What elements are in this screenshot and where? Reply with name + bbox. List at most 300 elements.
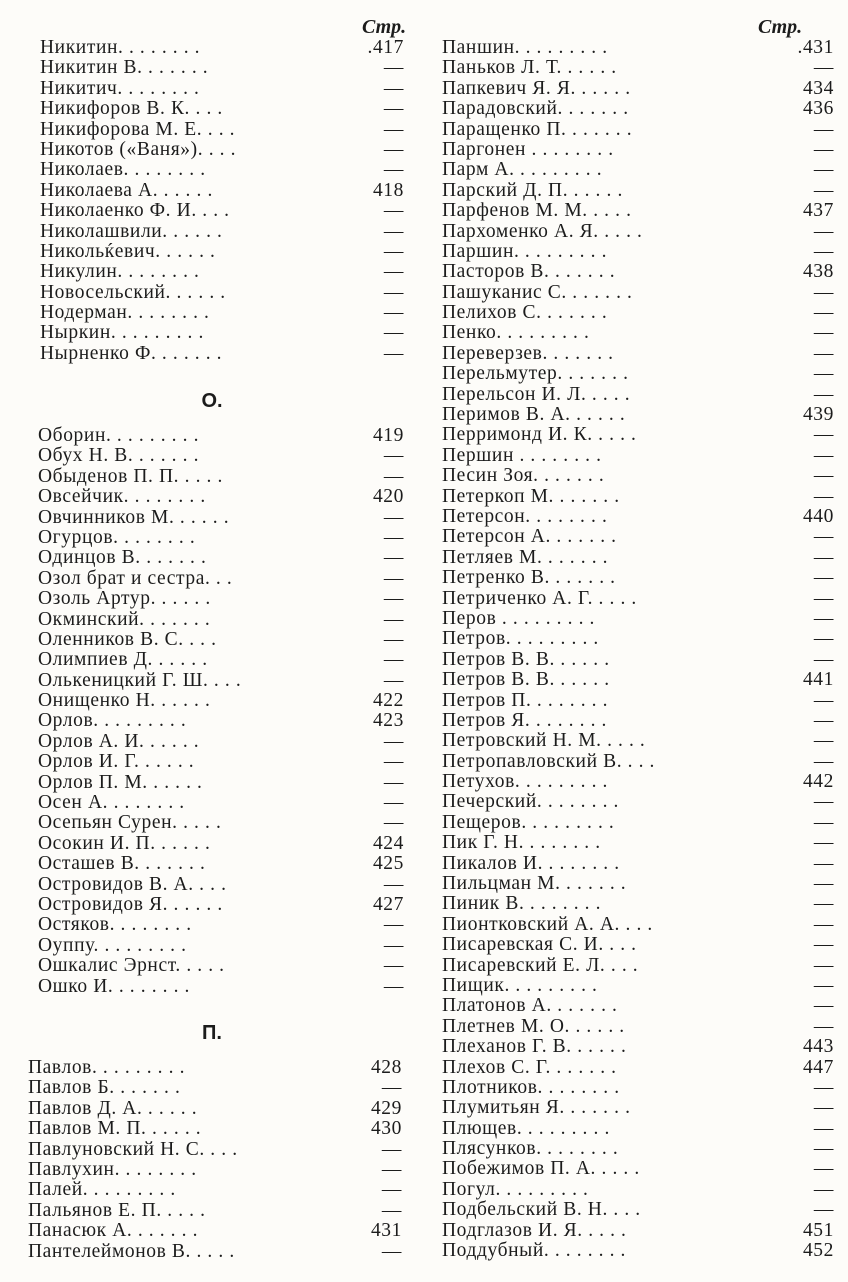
index-entry [40,303,404,323]
entry-name: Петровский Н. М. . . . . [442,730,646,752]
index-entry [38,956,404,976]
entry-page: — [813,689,834,711]
index-entry [442,262,834,282]
index-entry [40,242,404,262]
index-entry [442,1098,834,1118]
entry-name: Орлов И. Г. . . . . . [38,751,195,773]
entry-name: Оленников В. С. . . . [38,628,217,650]
entry-page: — [813,1138,834,1160]
entry-page: — [381,1199,402,1221]
index-entry [442,772,834,792]
entry-page: 428 [370,1057,402,1078]
index-entry [28,1201,402,1221]
index-entry [442,242,834,262]
index-entry [38,487,404,507]
entry-name: Овчинников М. . . . . . [38,506,230,528]
entry-name: Павлов. . . . . . . . . [28,1057,186,1078]
index-entry [442,1180,834,1200]
entry-page: — [383,261,404,283]
entry-page: 438 [802,261,834,283]
section-o-entries [38,426,404,997]
entry-page: 452 [802,1240,834,1262]
index-entry [442,466,834,486]
entry-name: Павлуновский Н. С. . . . [28,1138,238,1160]
index-entry [442,527,834,547]
index-entry [28,1160,402,1180]
entry-name: Пильцман М. . . . . . . [442,873,627,895]
entry-name: Островидов В. А. . . . [38,873,227,895]
entry-name: Плотников. . . . . . . . [442,1076,620,1098]
entry-page: — [383,526,404,548]
index-entry [38,569,404,589]
entry-name: Обыденов П. П. . . . . [38,465,223,487]
index-entry [442,385,834,405]
index-entry [38,671,404,691]
entry-page: — [383,649,404,671]
entry-name: Паншин. . . . . . . . . [442,37,608,58]
index-entry [28,1078,402,1098]
entry-name: Першин . . . . . . . . [442,444,602,466]
entry-name: Петухов. . . . . . . . . [442,771,608,793]
entry-page: — [813,709,834,731]
entry-name: Петров В. В. . . . . . [442,669,610,691]
entry-name: Николашвили. . . . . . [40,220,223,242]
index-entry [442,1017,834,1037]
entry-name: Паршин. . . . . . . . . [442,240,608,262]
entry-name: Ныркин. . . . . . . . . [40,322,204,344]
entry-name: Подбельский В. Н. . . . [442,1199,641,1221]
entry-page: — [813,1199,834,1221]
entry-page: — [383,812,404,834]
entry-name: Плетнев М. О. . . . . . [442,1015,625,1037]
entry-name: Панасюк А. . . . . . . [28,1220,199,1242]
entry-name: Остяков. . . . . . . . [38,914,192,936]
index-entry [442,629,834,649]
entry-page: 442 [802,771,834,793]
entry-page: — [381,1179,402,1201]
index-entry [38,732,404,752]
entry-page: — [383,302,404,324]
entry-page: 422 [372,690,404,712]
index-entry [442,364,834,384]
entry-name: Орлов П. М. . . . . . [38,771,203,793]
entry-page: — [383,445,404,467]
entry-page: — [383,914,404,936]
entry-page: — [813,811,834,833]
index-entry [442,487,834,507]
index-entry [40,120,404,140]
entry-page: 434 [802,77,834,99]
entry-name: Писаревский Е. Л. . . . [442,954,639,976]
entry-page: — [813,750,834,772]
entry-page: 427 [372,893,404,915]
index-entry [442,1058,834,1078]
index-entry [38,752,404,772]
entry-page: — [383,547,404,569]
entry-name: Перельмутер. . . . . . . [442,363,629,385]
entry-page: 424 [372,832,404,854]
entry-name: Пенко. . . . . . . . . [442,322,590,344]
entry-name: Пионтковский А. А. . . . [442,913,653,935]
entry-name: Окминский. . . . . . . [38,608,211,630]
index-entry [442,894,834,914]
index-entry [442,833,834,853]
index-entry [442,79,834,99]
entry-page: — [381,1240,402,1262]
entry-name: Николаенко Ф. И. . . . [40,200,230,222]
index-entry [442,507,834,527]
index-entry [442,58,834,78]
entry-name: Петриченко А. Г. . . . . [442,587,637,609]
entry-name: Никифорова М. Е. . . . [40,118,236,140]
entry-name: Петляев М. . . . . . . [442,546,609,568]
index-entry [38,854,404,874]
entry-page: — [383,240,404,262]
entry-page: — [813,342,834,364]
index-entry [442,1139,834,1159]
entry-page: — [813,648,834,670]
entry-name: Орлов А. И. . . . . . [38,730,200,752]
entry-page: — [383,567,404,589]
entry-page: — [383,873,404,895]
entry-page: — [813,567,834,589]
entry-page: 419 [372,425,404,446]
index-entry [38,915,404,935]
entry-page: — [383,934,404,956]
entry-page: — [813,240,834,262]
index-entry [38,793,404,813]
entry-page: — [813,934,834,956]
entry-page: 451 [802,1219,834,1241]
entry-name: Никулин. . . . . . . . [40,261,200,283]
index-entry [442,201,834,221]
entry-page: — [813,974,834,996]
section-n-entries [40,38,404,364]
entry-name: Пасторов В. . . . . . . [442,261,616,283]
index-entry [38,813,404,833]
entry-name: Плеханов Г. В. . . . . . [442,1036,627,1058]
entry-page: 431 [370,1220,402,1242]
entry-page: — [813,444,834,466]
index-entry [442,140,834,160]
entry-name: Перельсон И. Л. . . . . [442,383,631,405]
entry-name: Осепьян Сурен. . . . . [38,812,222,834]
entry-page: — [813,281,834,303]
entry-name: Ошко И. . . . . . . . [38,975,191,997]
entry-page: — [381,1138,402,1160]
entry-name: Никольќевич. . . . . . [40,240,216,262]
index-entry [442,935,834,955]
entry-page: — [813,363,834,385]
entry-name: Петропавловский В. . . . [442,750,656,772]
index-entry [38,467,404,487]
entry-page: — [813,138,834,160]
entry-page: 429 [370,1097,402,1119]
entry-name: Побежимов П. А. . . . . [442,1158,640,1180]
entry-page: 440 [802,505,834,527]
entry-name: Песин Зоя. . . . . . . [442,465,605,487]
entry-page: — [383,792,404,814]
entry-name: Онищенко Н. . . . . . [38,690,211,712]
entry-name: Парадовский. . . . . . . [442,98,629,120]
entry-page: 430 [370,1118,402,1140]
entry-page: — [383,138,404,160]
entry-page: — [383,751,404,773]
entry-page: — [383,771,404,793]
index-entry [442,222,834,242]
index-entry [38,630,404,650]
entry-name: Пантелеймонов В. . . . . [28,1240,235,1262]
entry-page: — [383,588,404,610]
entry-name: Пиник В. . . . . . . . [442,893,602,915]
index-entry [40,160,404,180]
entry-page: — [813,1178,834,1200]
index-entry [442,446,834,466]
entry-name: Никотов («Ваня»). . . . [40,138,237,160]
entry-page: — [383,159,404,181]
entry-page: — [813,995,834,1017]
entry-name: Озол брат и сестра. . . [38,567,233,589]
index-entry [38,508,404,528]
entry-name: Орлов. . . . . . . . . [38,710,187,732]
index-entry [442,976,834,996]
index-entry [442,711,834,731]
index-entry [38,977,404,997]
index-entry [442,996,834,1016]
entry-name: Огурцов. . . . . . . . [38,526,196,548]
index-entry [40,181,404,201]
entry-name: Пархоменко А. Я. . . . . [442,220,643,242]
entry-page: — [813,1158,834,1180]
index-entry [442,813,834,833]
index-entry [442,854,834,874]
entry-page: — [813,302,834,324]
entry-page: — [383,730,404,752]
entry-name: Обух Н. В. . . . . . . [38,445,200,467]
entry-page: — [813,179,834,201]
entry-page: — [813,57,834,79]
entry-name: Перримонд И. К. . . . . [442,424,637,446]
entry-page: — [813,546,834,568]
entry-page: — [813,1097,834,1119]
entry-page: — [813,465,834,487]
entry-page: — [813,852,834,874]
entry-name: Петерсон. . . . . . . . [442,505,608,527]
entry-name: Овсейчик. . . . . . . . [38,486,206,508]
index-entry [38,589,404,609]
index-entry [28,1242,402,1262]
entry-name: Петерсон А. . . . . . . [442,526,617,548]
entry-page: — [383,281,404,303]
index-entry [442,915,834,935]
index-entry [38,528,404,548]
entry-name: Павлов Д. А. . . . . . [28,1097,198,1119]
index-entry [28,1221,402,1241]
index-entry [442,874,834,894]
index-entry [442,1078,834,1098]
entry-name: Николаев. . . . . . . . [40,159,206,181]
index-entry [28,1140,402,1160]
entry-page: — [813,954,834,976]
index-entry [442,160,834,180]
index-entry [442,344,834,364]
page-column-header: Стр. [758,16,803,38]
entry-page: 443 [802,1036,834,1058]
entry-page: — [813,607,834,629]
entry-page: — [813,913,834,935]
index-entry [28,1180,402,1200]
entry-name: Петров В. В. . . . . . [442,648,610,670]
entry-page: — [383,955,404,977]
entry-name: Новосельский. . . . . . [40,281,226,303]
index-entry [442,99,834,119]
index-entry [442,1159,834,1179]
entry-name: Осен А. . . . . . . . [38,792,185,814]
index-entry [442,956,834,976]
entry-page: — [383,669,404,691]
index-entry [28,1119,402,1139]
index-entry [28,1099,402,1119]
entry-name: Перов . . . . . . . . . [442,607,595,629]
entry-name: Нырненко Ф. . . . . . . [40,342,223,364]
index-entry [442,670,834,690]
entry-page: — [383,98,404,120]
entry-page: 436 [802,98,834,120]
index-entry [442,589,834,609]
index-entry [38,691,404,711]
entry-name: Платонов А. . . . . . . [442,995,618,1017]
entry-name: Николаева А. . . . . . [40,179,213,201]
index-entry [442,283,834,303]
entry-name: Никифоров В. К. . . . [40,98,223,120]
index-entry [442,38,834,58]
entry-name: Парский Д. П. . . . . . [442,179,623,201]
entry-page: — [813,791,834,813]
entry-name: Оборин. . . . . . . . . [38,425,200,446]
index-entry [442,792,834,812]
index-entry [40,201,404,221]
entry-name: Озоль Артур. . . . . . [38,588,211,610]
index-entry [40,262,404,282]
entry-page: — [383,342,404,364]
entry-page: — [813,526,834,548]
entry-name: Ошкалис Эрнст. . . . . [38,955,225,977]
entry-page: — [813,873,834,895]
entry-name: Петров П. . . . . . . . [442,689,609,711]
entry-name: Петров. . . . . . . . . [442,628,599,650]
section-letter-p: П. [202,1022,222,1044]
index-entry [38,875,404,895]
entry-page: — [813,159,834,181]
entry-name: Папкевич Я. Я. . . . . . [442,77,631,99]
entry-name: Никитин. . . . . . . . [40,37,201,58]
entry-name: Островидов Я. . . . . . [38,893,223,915]
entry-name: Пальянов Е. П. . . . . [28,1199,206,1221]
section-p-entries [28,1058,402,1262]
entry-page: — [813,1117,834,1139]
entry-page: 423 [372,710,404,732]
entry-name: Плумитьян Я. . . . . . . [442,1097,631,1119]
section-letter-o: О. [201,390,223,412]
index-entry [40,99,404,119]
entry-name: Паращенко П. . . . . . . [442,118,633,140]
entry-page: — [383,118,404,140]
right-entries [442,38,834,1261]
entry-page: — [383,608,404,630]
entry-name: Петренко В. . . . . . . [442,567,616,589]
entry-page: — [383,975,404,997]
index-entry [38,446,404,466]
entry-page: 441 [802,669,834,691]
index-entry [442,323,834,343]
index-entry [38,650,404,670]
entry-page: — [383,77,404,99]
entry-name: Оуппу. . . . . . . . . [38,934,187,956]
entry-page: 425 [372,853,404,875]
page-column-header: Стр. [362,16,407,38]
index-entry [442,1037,834,1057]
entry-name: Плехов С. Г. . . . . . . [442,1056,617,1078]
entry-name: Печерский. . . . . . . . [442,791,619,813]
index-entry [40,140,404,160]
entry-page: — [383,506,404,528]
entry-name: Пашуканис С. . . . . . . [442,281,633,303]
entry-page: — [813,220,834,242]
entry-page: — [383,57,404,79]
entry-name: Подглазов И. Я. . . . . [442,1219,627,1241]
index-entry [442,731,834,751]
entry-name: Павлов Б. . . . . . . [28,1077,181,1099]
index-entry [442,1119,834,1139]
entry-name: Пещеров. . . . . . . . . [442,811,615,833]
index-entry [442,425,834,445]
index-entry [38,711,404,731]
entry-name: Пикалов И. . . . . . . . [442,852,620,874]
index-entry [442,752,834,772]
index-entry [40,344,404,364]
entry-page: — [813,118,834,140]
entry-page: — [813,1015,834,1037]
entry-name: Осокин И. П. . . . . . [38,832,211,854]
index-entry [38,834,404,854]
entry-name: Осташев В. . . . . . . [38,853,206,875]
entry-name: Переверзев. . . . . . . [442,342,614,364]
entry-page: — [383,220,404,242]
index-entry [40,58,404,78]
entry-page: — [813,832,834,854]
entry-page: — [813,383,834,405]
index-entry [442,1241,834,1261]
index-entry [40,79,404,99]
index-entry [442,650,834,670]
index-entry [442,181,834,201]
index-entry [28,1058,402,1078]
entry-page: 447 [802,1056,834,1078]
entry-name: Павлов М. П. . . . . . [28,1118,202,1140]
index-entry [38,895,404,915]
index-entry [442,691,834,711]
entry-name: Пелихов С. . . . . . . [442,302,608,324]
entry-page: — [381,1077,402,1099]
index-entry [38,773,404,793]
entry-page: .417 [367,37,404,58]
index-entry [40,38,404,58]
entry-page: — [813,424,834,446]
index-entry [38,426,404,446]
entry-name: Никитин В. . . . . . . [40,57,209,79]
entry-name: Паньков Л. Т. . . . . . [442,57,617,79]
index-entry [38,548,404,568]
